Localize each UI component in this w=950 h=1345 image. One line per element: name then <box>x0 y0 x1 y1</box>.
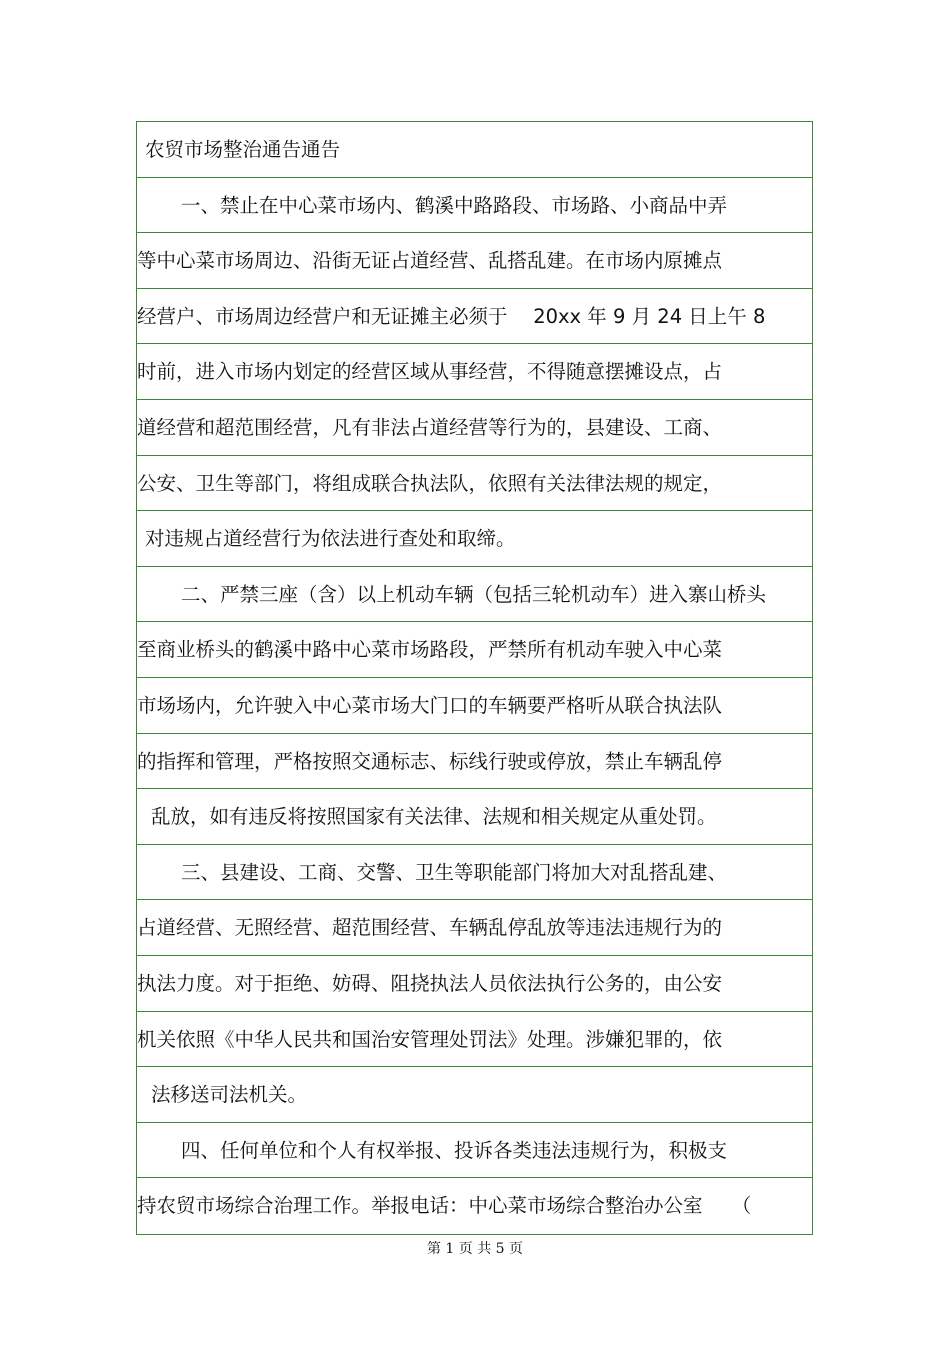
document-line <box>137 622 812 678</box>
document-line <box>137 289 812 345</box>
document-line <box>137 1123 812 1179</box>
page-footer: 第 1 页 共 5 页 <box>426 1241 524 1257</box>
document-table <box>136 121 813 1235</box>
document-line <box>137 511 812 567</box>
document-line-text: 持农贸市场综合治理工作。举报电话：中心菜市场综合整治办公室 （ <box>137 1194 752 1218</box>
document-line-text: 执法力度。对于拒绝、妨碍、阻挠执法人员依法执行公务的，由公安 <box>137 971 723 995</box>
document-line-text: 经营户、市场周边经营户和无证摊主必须于 20xx 年 9 月 24 日上午 8 <box>137 304 766 328</box>
document-line-text: 三、县建设、工商、交警、卫生等职能部门将加大对乱搭乱建、 <box>181 860 728 884</box>
document-line-text: 占道经营、无照经营、超范围经营、车辆乱停乱放等违法违规行为的 <box>137 916 723 940</box>
document-line <box>137 845 812 901</box>
document-line <box>137 1067 812 1123</box>
document-line-text: 道经营和超范围经营，凡有非法占道经营等行为的，县建设、工商、 <box>137 415 723 439</box>
document-line <box>137 734 812 790</box>
document-line-text: 四、任何单位和个人有权举报、投诉各类违法违规行为，积极支 <box>181 1138 728 1162</box>
document-line-text: 至商业桥头的鹤溪中路中心菜市场路段，严禁所有机动车驶入中心菜 <box>137 638 723 662</box>
document-line <box>137 1012 812 1068</box>
document-line-text: 二、严禁三座（含）以上机动车辆（包括三轮机动车）进入寨山桥头 <box>181 582 767 606</box>
document-line-text: 的指挥和管理，严格按照交通标志、标线行驶或停放，禁止车辆乱停 <box>137 749 723 773</box>
document-line <box>137 956 812 1012</box>
document-line-text: 一、禁止在中心菜市场内、鹤溪中路路段、市场路、小商品中弄 <box>181 193 728 217</box>
document-line <box>137 233 812 289</box>
document-line-text: 公安、卫生等部门，将组成联合执法队，依照有关法律法规的规定， <box>137 471 723 495</box>
document-line-text: 对违规占道经营行为依法进行查处和取缔。 <box>145 527 516 551</box>
document-line <box>137 178 812 234</box>
document-line-text: 时前，进入市场内划定的经营区域从事经营，不得随意摆摊设点，占 <box>137 360 723 384</box>
document-line <box>137 900 812 956</box>
document-line <box>137 456 812 512</box>
document-line <box>137 344 812 400</box>
document-line-text: 法移送司法机关。 <box>151 1083 308 1107</box>
document-line <box>137 567 812 623</box>
document-line <box>137 122 812 178</box>
document-line <box>137 789 812 845</box>
document-line-text: 乱放，如有违反将按照国家有关法律、法规和相关规定从重处罚。 <box>151 805 717 829</box>
document-line-text: 市场场内，允许驶入中心菜市场大门口的车辆要严格听从联合执法队 <box>137 693 723 717</box>
document-line-text: 农贸市场整治通告通告 <box>145 138 341 161</box>
document-line <box>137 400 812 456</box>
document-line <box>137 1178 812 1234</box>
document-line <box>137 678 812 734</box>
document-line-text: 等中心菜市场周边、沿街无证占道经营、乱搭乱建。在市场内原摊点 <box>137 249 723 273</box>
document-line-text: 机关依照《中华人民共和国治安管理处罚法》处理。涉嫌犯罪的，依 <box>137 1027 723 1051</box>
